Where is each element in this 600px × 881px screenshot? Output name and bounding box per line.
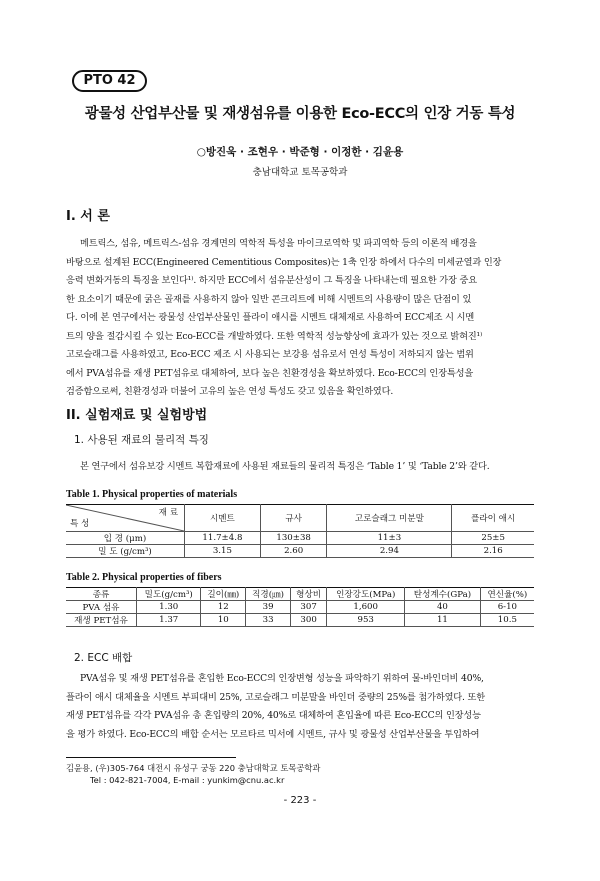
intro-line: 에서 PVA섬유를 재생 PET섬유로 대체하여, 보다 높은 친환경성을 확보하였다. Eco-ECC의 인장특성을 (66, 367, 474, 379)
table-row (66, 545, 534, 558)
mix-line: 재생 PET섬유를 각각 PVA섬유 총 혼입량의 20%, 40%로 대체하여 혼입율에 따른 Eco-ECC의 인장성능 (66, 710, 481, 721)
section-heading-methods: II. 실험재료 및 실험방법 (66, 408, 208, 423)
table-cell: PVA 섬유 (66, 601, 137, 614)
subsection-heading-mix: 2. ECC 배합 (74, 652, 133, 664)
intro-line: 메트릭스, 섬유, 메트릭스-섬유 경계면의 역학적 특성을 마이크로역학 및 파괴역학 등의 이론적 배경을 (80, 238, 477, 249)
introduction-paragraph (66, 235, 534, 402)
table2-header: 인장강도(MPa) (327, 588, 405, 601)
intro-line: 다. 이에 본 연구에서는 광물성 산업부산물인 플라이 애시를 시멘트 대체재로 사용하여 ECC제조 시 시멘 (66, 312, 475, 323)
table-row (66, 601, 534, 614)
materials-sentence: 본 연구에서 섬유보강 시멘트 복합재료에 사용된 재료들의 물리적 특징은 ‘Table 1’ 및 ‘Table 2’와 같다. (80, 461, 490, 472)
table-cell: 25±5 (452, 532, 534, 545)
table2-header: 밀도(g/cm³) (137, 588, 201, 601)
mix-line: 을 평가 하였다. Eco-ECC의 배합 순서는 모르타르 믹서에 시멘트, 규사 및 광물성 산업부산물을 투입하여 (66, 728, 480, 740)
affiliation: 충남대학교 토목공학과 (252, 167, 348, 178)
table2-header: 탄성계수(GPa) (405, 588, 481, 601)
intro-line: 검증함으로써, 친환경성과 더불어 고유의 높은 연성 특성도 갖고 있음을 확인하였다. (66, 386, 394, 397)
table-cell: 11 (405, 614, 481, 627)
section-heading-introduction: I. 서 론 (66, 209, 110, 224)
table2-caption: Table 2. Physical properties of fibers (66, 572, 222, 583)
table1-header: 시멘트 (185, 505, 261, 532)
table-cell: 11±3 (327, 532, 452, 545)
table-cell: 3.15 (185, 545, 261, 558)
table-cell: 300 (290, 614, 326, 627)
intro-line: 바탕으로 설계된 ECC(Engineered Cementitious Composites)는 1축 인장 하에서 다수의 미세균열과 인장 (66, 256, 502, 268)
table-cell: 33 (246, 614, 291, 627)
intro-line: 고로슬래그를 사용하였고, Eco-ECC 제조 시 사용되는 보강용 섬유로서 연성 특성이 저하되지 않는 범위 (66, 349, 474, 360)
table1-header: 플라이 애시 (452, 505, 534, 532)
table1-corner-cell (66, 505, 185, 532)
table2-header: 종류 (66, 588, 137, 601)
table1-caption: Table 1. Physical properties of materials (66, 489, 238, 500)
row-label: 밀 도 (g/cm³) (66, 545, 185, 558)
table-cell: 953 (327, 614, 405, 627)
table2-header: 직경(㎛) (246, 588, 291, 601)
table-row (66, 532, 534, 545)
materials-paragraph (66, 458, 534, 477)
table1-header: 규사 (260, 505, 327, 532)
table-cell: 1.30 (137, 601, 201, 614)
paper-title: 광물성 산업부산물 및 재생섬유를 이용한 Eco-ECC의 인장 거동 특성 (84, 106, 516, 122)
table2-header: 길이(㎜) (201, 588, 246, 601)
table-cell: 1.37 (137, 614, 201, 627)
table-cell: 130±38 (260, 532, 327, 545)
intro-line: 트의 양을 절감시킬 수 있는 Eco-ECC를 개발하였다. 또한 역학적 성능향상에 효과가 있는 것으로 밝혀진¹⁾ (66, 330, 483, 342)
mix-line: 플라이 애시 대체율을 시멘트 부피대비 25%, 고로슬래그 미분말을 바인더 중량의 25%를 첨가하였다. 또한 (66, 691, 486, 703)
table-cell: 2.60 (260, 545, 327, 558)
table-cell: 40 (405, 601, 481, 614)
table-cell: 1,600 (327, 601, 405, 614)
table-cell: 6-10 (480, 601, 534, 614)
corner-label-top: 재 료 (158, 508, 178, 518)
corner-label-bottom: 특 성 (70, 519, 90, 529)
intro-line: 응력 변화거동의 특징을 보인다¹⁾. 하지만 ECC에서 섬유분산성이 그 특징을 나타내는데 필요한 가장 중요 (66, 275, 477, 286)
table-cell: 재생 PET섬유 (66, 614, 137, 627)
fibers-table (66, 587, 534, 627)
subsection-heading-materials: 1. 사용된 재료의 물리적 특징 (74, 434, 209, 446)
table2-header: 형상비 (290, 588, 326, 601)
session-badge: PTO 42 (72, 70, 147, 92)
author-list: ○방진욱 · 조현우 · 박준형 · 이정한 · 김윤용 (196, 146, 404, 158)
mix-paragraph (66, 670, 534, 744)
intro-line: 한 요소이기 때문에 굵은 골재를 사용하지 않아 일반 콘크리트에 비해 시멘트의 사용량이 많은 단점이 있 (66, 293, 472, 305)
table-row (66, 614, 534, 627)
page-number: - 223 - (283, 795, 317, 806)
table-cell: 307 (290, 601, 326, 614)
table2-header: 연신율(%) (480, 588, 534, 601)
table-cell: 2.16 (452, 545, 534, 558)
footnote-contact: Tel : 042-821-7004, E-mail : yunkim@cnu.ac.kr (90, 775, 285, 785)
table1-header: 고로슬래그 미분말 (327, 505, 452, 532)
table-cell: 2.94 (327, 545, 452, 558)
table-cell: 12 (201, 601, 246, 614)
footnote-rule (66, 757, 236, 758)
table-cell: 10.5 (480, 614, 534, 627)
table-cell: 10 (201, 614, 246, 627)
row-label: 입 경 (μm) (66, 532, 185, 545)
table-cell: 11.7±4.8 (185, 532, 261, 545)
footnote-address: 김윤용, (우)305-764 대전시 유성구 궁동 220 충남대학교 토목공학과 (66, 763, 321, 773)
materials-table (66, 504, 534, 558)
mix-line: PVA섬유 및 재생 PET섬유를 혼입한 Eco-ECC의 인장변형 성능을 파악하기 위하여 물-바인더비 40%, (80, 673, 484, 684)
table-cell: 39 (246, 601, 291, 614)
